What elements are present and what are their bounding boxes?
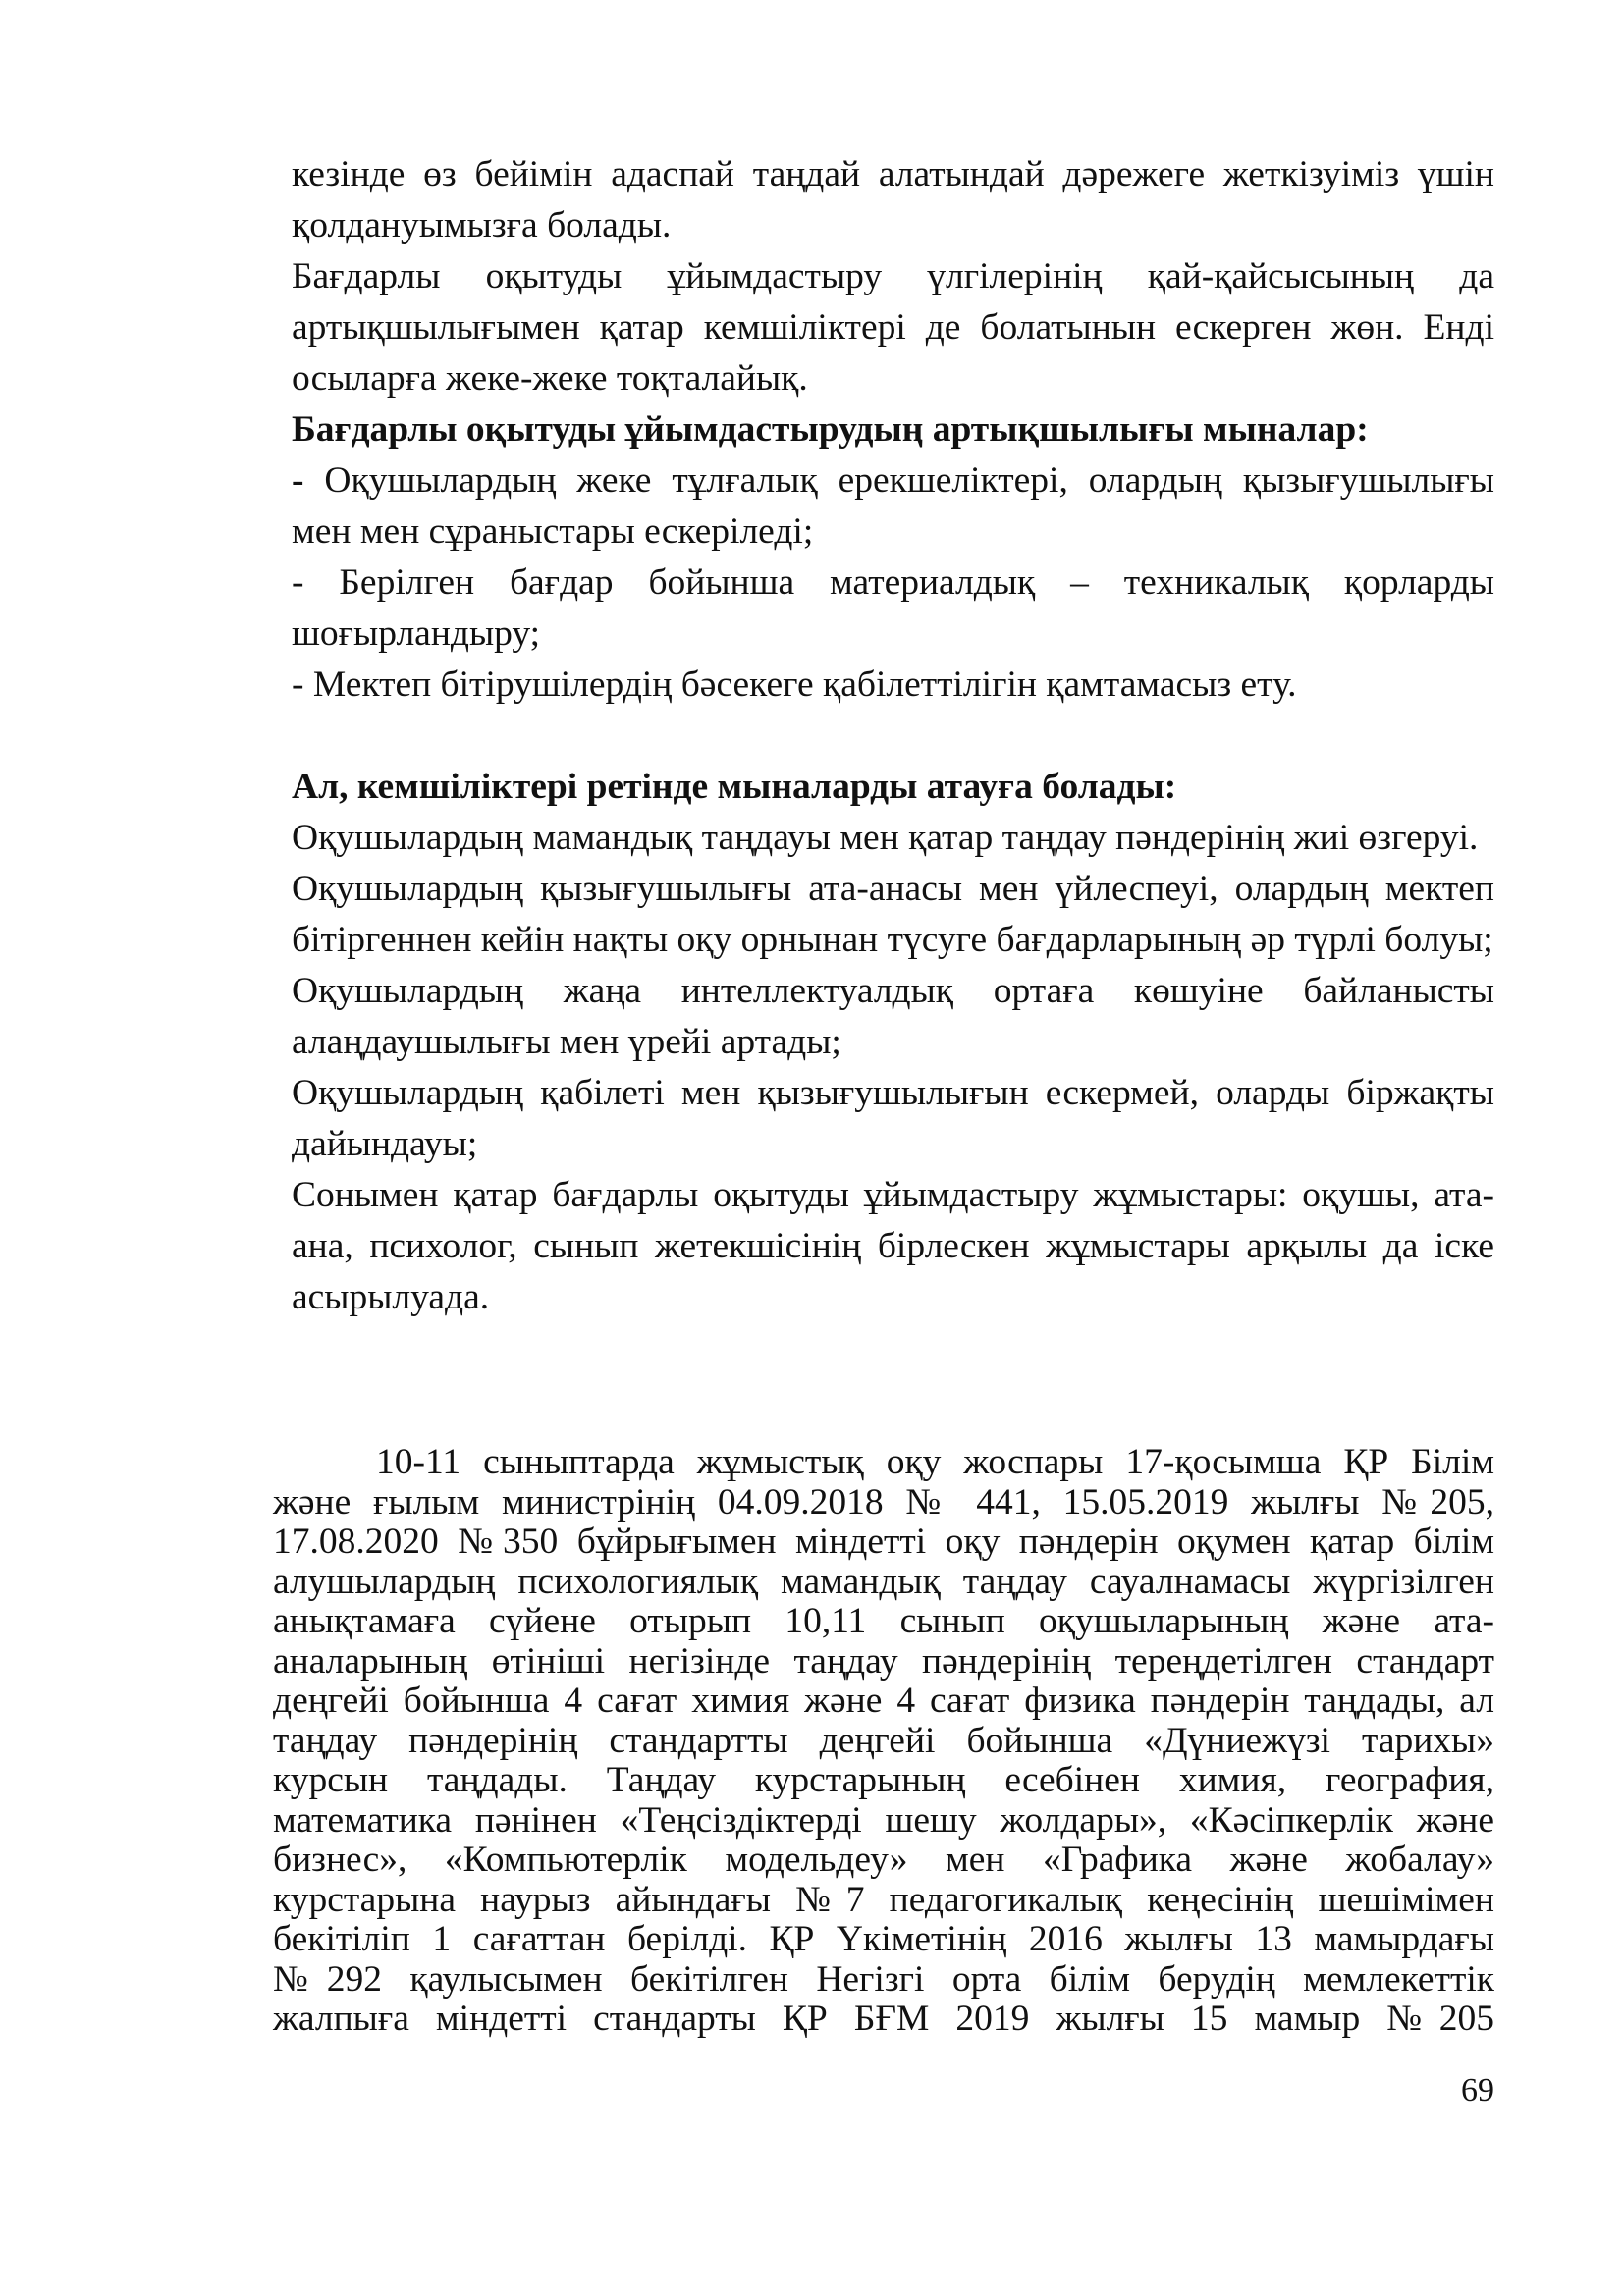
disadvantage-item-2: Оқушылардың қызығушылығы ата-анасы мен үйлеспеуі, олардың мектеп бітіргеннен кейін нақты оқу орнынан түсуге бағдарларының әр түрлі болуы; [292,869,1494,960]
curriculum-line: таңдау пәндерінің стандартты деңгейі бойынша «Дүниежүзі тарихы» [273,1720,1494,1761]
list-dash: - [292,460,304,501]
curriculum-line: және ғылым министрінің 04.09.2018 № 441, 15.05.2019 жылғы №205, [273,1481,1494,1522]
paragraph-spacer [292,711,1494,762]
heading-advantages: Бағдарлы оқытуды ұйымдастырудың артықшылығы мыналар: [292,409,1369,450]
curriculum-line: математика пәнінен «Теңсіздіктерді шешу жолдары», «Кәсіпкерлік және [273,1799,1494,1841]
disadvantage-item-1: Оқушылардың мамандық таңдауы мен қатар таңдау пәндерінің жиі өзгеруі. [292,818,1479,858]
paragraph-cooperation: Сонымен қатар бағдарлы оқытуды ұйымдастыру жұмыстары: оқушы, ата-ана, психолог, сынып жетекшісінің бірлескен жұмыстары арқылы да іске асырылуада. [292,1175,1494,1317]
page-number: 69 [1461,2072,1494,2109]
curriculum-line: курсын таңдады. Таңдау курстарының есебінен химия, география, [273,1760,1494,1800]
advantage-item-2: - Берілген бағдар бойынша материалдық – техникалық қорларды шоғырландыру; [292,562,1494,654]
curriculum-line: №292 қаулысымен бекітілген Негізгі орта білім берудің мемлекеттік [273,1958,1494,2000]
heading-disadvantages: Ал, кемшіліктері ретінде мыналарды атауға болады: [292,767,1177,807]
curriculum-line: бекітіліп 1 сағаттан берілді. ҚР Үкіметінің 2016 жылғы 13 мамырдағы [273,1919,1494,1959]
paragraph-models-overview: Бағдарлы оқытуды ұйымдастыру үлгілерінің қай-қайсысының да артықшылығымен қатар кемшіліктері де болатынын ескерген жөн. Енді осыларға жеке-жеке тоқталайық. [292,256,1494,399]
curriculum-line: алушылардың психологиялық мамандық таңдау сауалнамасы жүргізілген [273,1561,1494,1602]
disadvantage-item-3: Оқушылардың жаңа интеллектуалдық ортаға көшуіне байланысты алаңдаушылығы мен үрейі артады; [292,971,1494,1062]
advantage-item-1 [292,455,1494,558]
curriculum-line: деңгейі бойынша 4 сағат химия және 4 сағат физика пәндерін таңдады, ал [273,1681,1494,1721]
section-profile-education [292,149,1494,1323]
curriculum-line: 17.08.2020 №350 бұйрығымен міндетті оқу пәндерін оқумен қатар білім [273,1522,1494,1562]
curriculum-line: жалпыға міндетті стандарты ҚР БҒМ 2019 жылғы 15 мамыр №205 [273,1999,1494,2039]
advantage-item-3: - Мектеп бітірушілердің бәсекеге қабілеттілігін қамтамасыз ету. [292,665,1297,705]
paragraph-intro-continuation: кезінде өз бейімін адаспай таңдай алатындай дәрежеге жеткізуіміз үшін қолдануымызға болады. [292,154,1494,245]
advantage-item-1-text: Оқушылардың жеке тұлғалық ерекшеліктері, олардың қызығушылығы мен мен сұраныстары ескеріледі; [292,460,1494,552]
curriculum-line: курстарына наурыз айындағы №7 педагогикалық кеңесінің шешімімен [273,1879,1494,1920]
curriculum-line: анықтамаға сүйене отырып 10,11 сынып оқушыларының және ата- [273,1601,1494,1641]
section-curriculum [273,1443,1494,2040]
curriculum-line: 10-11 сыныптарда жұмыстық оқу жоспары 17-қосымша ҚР Білім [376,1442,1494,1482]
curriculum-line: бизнес», «Компьютерлік модельдеу» мен «Графика және жобалау» [273,1840,1494,1880]
curriculum-line: аналарының өтініші негізінде таңдау пәндерінің тереңдетілген стандарт [273,1640,1494,1682]
disadvantage-item-4: Оқушылардың қабілеті мен қызығушылығын ескермей, оларды біржақты дайындауы; [292,1073,1494,1164]
